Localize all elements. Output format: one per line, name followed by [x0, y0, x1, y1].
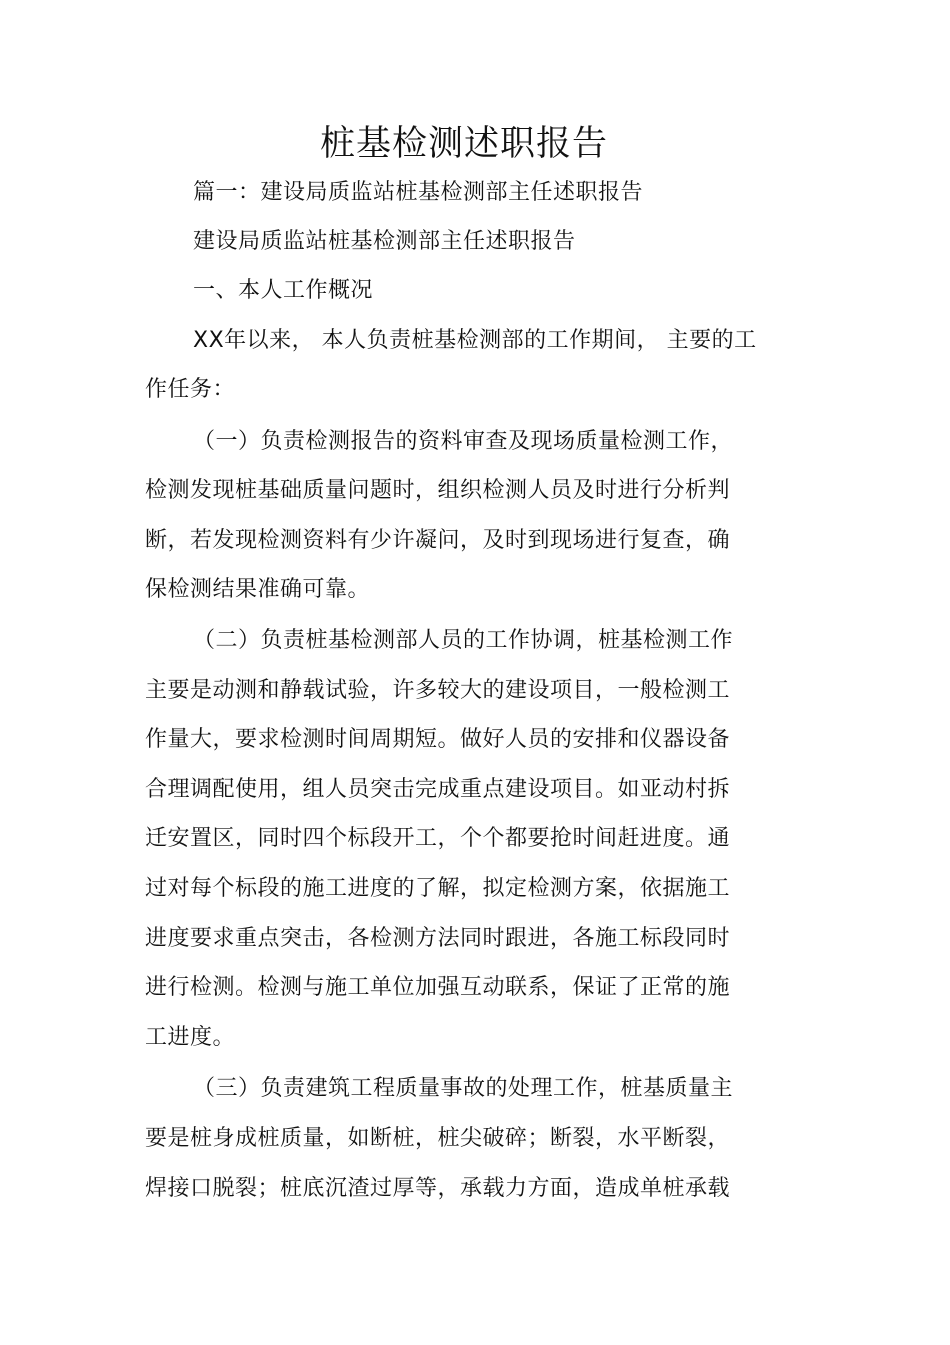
- paragraph-line: 进行检测。检测与施工单位加强互动联系，保证了正常的施: [145, 975, 731, 1000]
- paragraph-line: 工进度。: [145, 1025, 236, 1050]
- paragraph-line: 断，若发现检测资料有少许凝问，及时到现场进行复查，确: [145, 528, 731, 553]
- paragraph-line: XX年以来， 本人负责桩基检测部的工作期间， 主要的工: [193, 328, 757, 353]
- paragraph-line: 要是桩身成桩质量，如断桩，桩尖破碎；断裂，水平断裂，: [145, 1126, 731, 1151]
- paragraph-line: 作任务：: [145, 377, 236, 402]
- document-title: 桩基检测述职报告: [319, 124, 608, 164]
- paragraph-line: （二）负责桩基检测部人员的工作协调，桩基检测工作: [193, 628, 734, 653]
- paragraph-line: 主要是动测和静载试验，许多较大的建设项目，一般检测工: [145, 678, 731, 703]
- paragraph-line: （一）负责检测报告的资料审查及现场质量检测工作，: [193, 429, 734, 454]
- section-heading: 篇一：建设局质监站桩基检测部主任述职报告: [193, 180, 644, 205]
- paragraph-line: 检测发现桩基础质量问题时，组织检测人员及时进行分析判: [145, 478, 731, 503]
- paragraph-line: 过对每个标段的施工进度的了解，拟定检测方案，依据施工: [145, 876, 731, 901]
- paragraph-line: 进度要求重点突击，各检测方法同时跟进，各施工标段同时: [145, 926, 731, 951]
- paragraph-line: 迁安置区，同时四个标段开工，个个都要抢时间赶进度。通: [145, 826, 731, 851]
- sub-heading: 一、本人工作概况: [193, 278, 374, 303]
- paragraph-line: 保检测结果准确可靠。: [145, 577, 371, 602]
- paragraph-line: 合理调配使用，组人员突击完成重点建设项目。如亚动村拆: [145, 777, 731, 802]
- sub-heading: 建设局质监站桩基检测部主任述职报告: [193, 229, 576, 254]
- paragraph-line: 焊接口脱裂；桩底沉渣过厚等，承载力方面，造成单桩承载: [145, 1176, 731, 1201]
- paragraph-line: 作量大，要求检测时间周期短。做好人员的安排和仪器设备: [145, 727, 731, 752]
- paragraph-line: （三）负责建筑工程质量事故的处理工作，桩基质量主: [193, 1076, 734, 1101]
